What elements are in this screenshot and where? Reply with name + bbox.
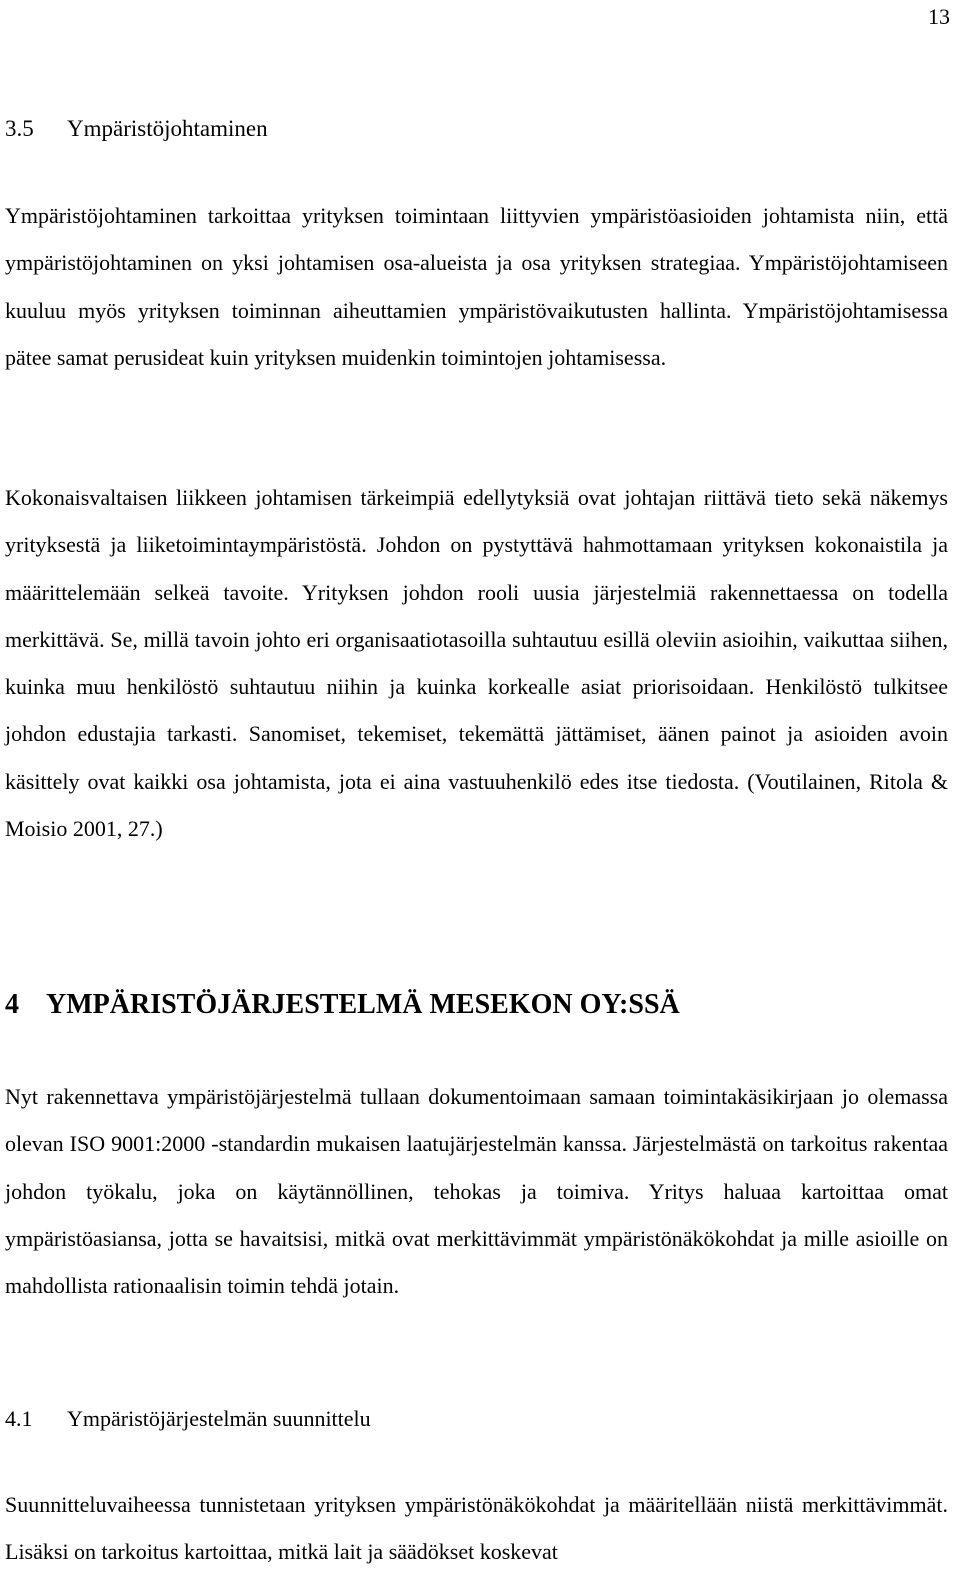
section-title: Ympäristöjärjestelmän suunnittelu <box>67 1406 371 1431</box>
paragraph-planning: Suunnitteluvaiheessa tunnistetaan yrityksen ympäristönäkökohdat ja määritellään niistä merkittävimmät. Lisäksi on tarkoitus kartoittaa, mitkä lait ja säädökset koskevat <box>5 1492 948 1565</box>
page-number: 13 <box>928 4 950 29</box>
chapter-number: 4 <box>5 989 19 1020</box>
paragraph-leadership: Kokonaisvaltaisen liikkeen johtamisen tärkeimpiä edellytyksiä ovat johtajan riittävä tieto sekä näkemys yrityksestä ja liiketoimintaympäristöstä. Johdon on pystyttävä hahmottamaan yrityksen kokonaistila ja määrittelemään selkeä tavoite. Yrityksen johdon rooli uusia järjestelmiä rakennettaessa on todella merkittävä. Se, millä tavoin johto eri organisaatiotasoilla suhtautuu esillä oleviin asioihin, vaikuttaa siihen, kuinka muu henkilöstö suhtautuu niihin ja kuinka korkealle asiat priorisoidaan. Henkilöstö tulkitsee johdon edustajia tarkasti. Sanomiset, tekemiset, tekemättä jättämiset, äänen painot ja asioiden avoin käsittely ovat kaikki osa johtamista, jota ei aina vastuuhenkilö edes itse tiedosta. (Voutilainen, Ritola & Moisio 2001, 27.) <box>5 485 948 842</box>
chapter-title: YMPÄRISTÖJÄRJESTELMÄ MESEKON OY:SSÄ <box>46 989 680 1020</box>
paragraph-system-documentation: Nyt rakennettava ympäristöjärjestelmä tullaan dokumentoimaan samaan toimintakäsikirjaan jo olemassa olevan ISO 9001:2000 -standardin mukaisen laatujärjestelmän kanssa. Järjestelmästä on tarkoitus rakentaa johdon työkalu, joka on käytännöllinen, tehokas ja toimiva. Yritys haluaa kartoittaa omat ympäristöasiansa, jotta se havaitsisi, mitkä ovat merkittävimmät ympäristönäkökohdat ja mille asioille on mahdollista rationaalisin toimin tehdä jotain. <box>5 1084 948 1299</box>
section-heading-3-5 <box>5 115 268 143</box>
paragraph-environmental-management: Ympäristöjohtaminen tarkoittaa yrityksen toimintaan liittyvien ympäristöasioiden johtamista niin, että ympäristöjohtaminen on yksi johtamisen osa-alueista ja osa yrityksen strategiaa. Ympäristöjohtamiseen kuuluu myös yrityksen toiminnan aiheuttamien ympäristövaikutusten hallinta. Ympäristöjohtamisessa pätee samat perusideat kuin yrityksen muidenkin toimintojen johtamisessa. <box>5 203 948 370</box>
chapter-heading-4 <box>5 988 680 1022</box>
section-number: 4.1 <box>5 1406 33 1431</box>
section-heading-4-1 <box>5 1405 371 1433</box>
section-number: 3.5 <box>5 116 34 141</box>
section-title: Ympäristöjohtaminen <box>67 116 268 141</box>
